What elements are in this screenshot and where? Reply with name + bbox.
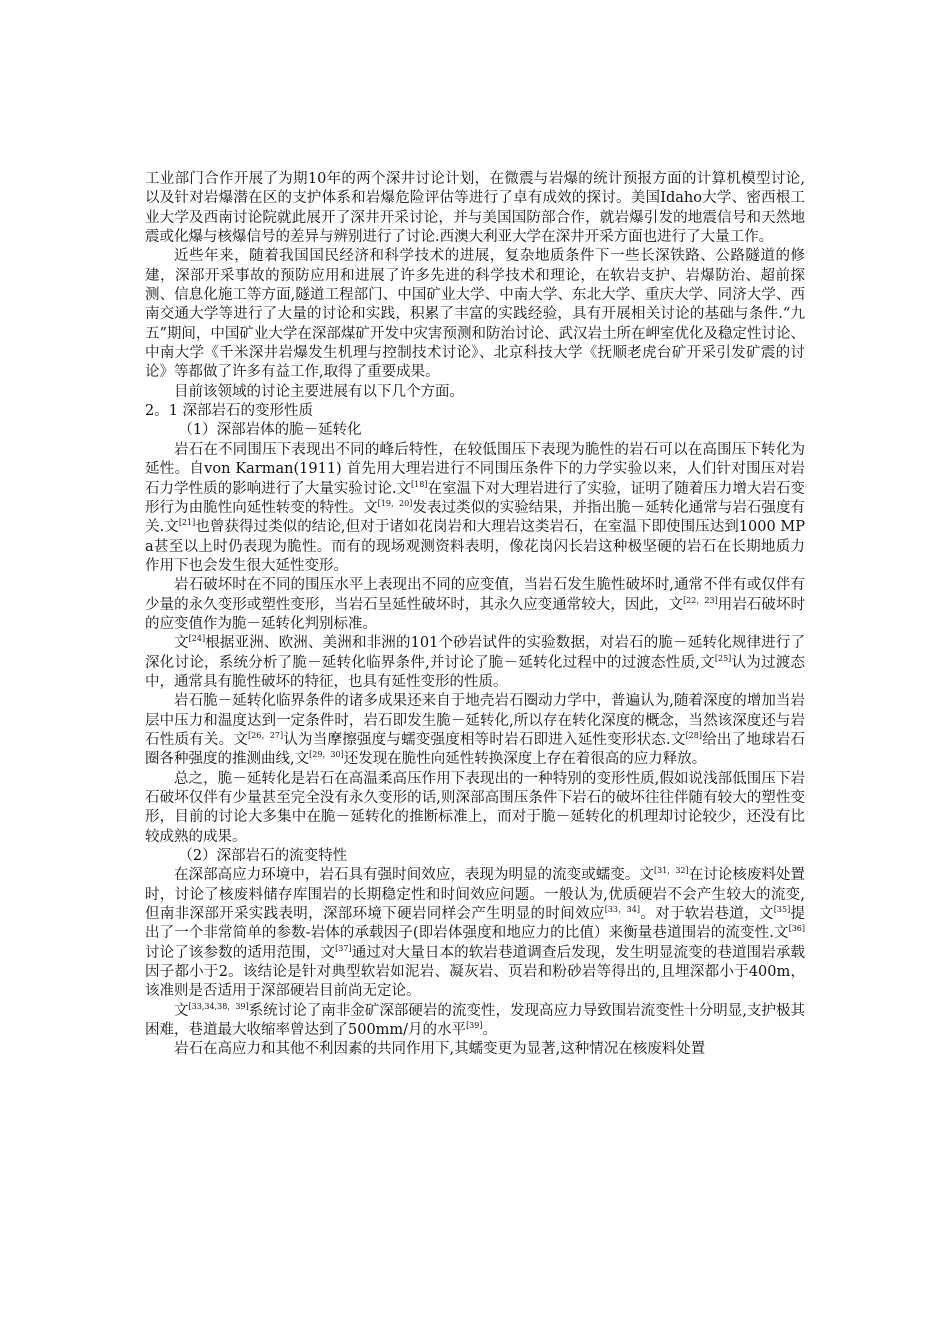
text-run: 岩石在高应力和其他不利因素的共同作用下,其蠕变更为显著,这种情况在核废料处置: [174, 1041, 706, 1058]
citation-ref: [24]: [188, 634, 206, 644]
text-run: 认为过渡态中，通常具有脆性破坏的特征，也具有延性变形的性质。: [145, 654, 806, 690]
citation-ref: [31，32]: [653, 866, 689, 876]
text-run: 岩石脆－延转化临界条件的诸多成果还来自于地壳岩石圈动力学中，普遍认为,随着深度的增加当岩层中压力和温度达到一定条件时，岩石即发生脆－延转化,所以存在转化深度的概念，当然该深度还与岩石性质有关。文: [145, 693, 805, 748]
citation-ref: [33,34,38，39]: [188, 1001, 249, 1011]
text-run: 文: [174, 1002, 189, 1019]
citation-ref: [28]: [685, 731, 702, 741]
body-paragraph: [145, 247, 805, 382]
body-paragraph: [145, 170, 805, 247]
text-run: 根据亚洲、欧洲、美洲和非洲的101个砂岩试件的实验数据，对岩石的脆－延转化规律进行了深化讨论，系统分析了脆－延转化临界条件,并讨论了脆－延转化过程中的过渡态性质,文: [145, 635, 805, 671]
citation-ref: [37]: [335, 943, 352, 953]
text-run: 岩石在不同围压下表现出不同的峰后特性，在较低围压下表现为脆性的岩石可以在高围压下转化为延性。自von Karman(1911) 首先用大理岩进行不同围压条件下的力学实验以来，人们针对围压对岩石力学性质的影响进行了大量实验讨论.文: [145, 441, 805, 497]
text-run: 也曾获得过类似的结论,但对于诸如花岗岩和大理岩这类岩石，在室温下即使围压达到1000 MPa甚至以上时仍表现为脆性。而有的现场观测资料表明，像花岗闪长岩这种极坚硬的岩石在长期地质力作用下也会发生很大延性变形。: [145, 519, 805, 574]
text-run: 用岩石破坏时的应变值作为脆－延转化判别标准。: [145, 596, 806, 632]
body-paragraph: [145, 576, 805, 634]
citation-ref: [22，23]: [683, 595, 718, 605]
citation-ref: [36]: [788, 924, 805, 934]
citation-ref: [21]: [178, 518, 196, 528]
body-paragraph: [145, 866, 805, 1001]
citation-ref: [26，27]: [248, 731, 284, 741]
citation-ref: [18]: [411, 479, 428, 489]
body-paragraph: [145, 1002, 805, 1041]
subsection-heading: [145, 421, 805, 440]
text-run: 在深部高应力环境中，岩石具有强时间效应，表现为明显的流变或蠕变。文: [174, 867, 654, 884]
citation-ref: [19，20]: [377, 499, 413, 509]
body-paragraph: [145, 383, 805, 402]
text-run: 给出了地球岩石圈各种强度的推测曲线,文: [145, 731, 806, 768]
text-run: 2。1 深部岩石的变形性质: [145, 403, 314, 420]
text-run: 还发现在脆性向延性转换深度上存在着很高的应力释放。: [343, 751, 707, 768]
text-run: 认为当摩擦强度与蠕变强度相等时岩石即进入延性变形状态.文: [283, 731, 686, 748]
text-run: 通过对大量日本的软岩巷道调查后发现，发生明显流变的巷道围岩承载因子都小于2。该结论是针对典型软岩如泥岩、凝灰岩、页岩和粉砂岩等得出的,且埋深都小于400m，该准则是否适用于深部硬岩目前尚无定论。: [145, 944, 806, 1000]
text-run: 。: [482, 1022, 497, 1039]
text-run: （2）深部岩石的流变特性: [178, 848, 348, 865]
body-paragraph: [145, 441, 805, 576]
text-run: （1）深部岩体的脆－延转化: [178, 422, 362, 439]
text-run: 岩石破坏时在不同的围压水平上表现出不同的应变值，当岩石发生脆性破坏时,通常不伴有或仅伴有少量的永久变形或塑性变形，当岩石呈延性破坏时，其永久应变通常较大，因此，文: [145, 577, 805, 613]
text-run: 在室温下对大理岩进行了实验，证明了随着压力增大岩石变形行为由脆性向延性转变的特性。文: [145, 480, 806, 516]
body-paragraph: [145, 770, 805, 847]
text-run: 文: [174, 635, 189, 652]
subsection-heading: [145, 847, 805, 866]
citation-ref: [39]: [466, 1021, 483, 1031]
document-body: [145, 170, 805, 1060]
text-run: 讨论了该参数的适用范围，文: [145, 944, 336, 961]
body-paragraph: [145, 692, 805, 769]
citation-ref: [29，30]: [309, 750, 344, 760]
text-run: 工业部门合作开展了为期10年的两个深井讨论计划，在微震与岩爆的统计预报方面的计算机模型讨论,以及针对岩爆潜在区的支护体系和岩爆危险评估等进行了卓有成效的探讨。美国Idaho大学、密西根工业大学及西南讨论院就此展开了深井开采讨论，并与美国国防部合作，就岩爆引发的地震信号和天然地震或化爆与核爆信号的差异与辨别进行了讨论.西澳大利亚大学在深井开采方面也进行了大量工作。: [145, 171, 805, 246]
citation-ref: [25]: [714, 653, 732, 663]
text-run: 系统讨论了南非金矿深部硬岩的流变性，发现高应力导致围岩流变性十分明显,支护极其困难，巷道最大收缩率曾达到了500mm/月的水平: [145, 1002, 806, 1039]
text-run: 。对于软岩巷道，文: [639, 906, 774, 923]
text-run: 近些年来，随着我国国民经济和科学技术的进展，复杂地质条件下一些长深铁路、公路隧道的修建，深部开采事故的预防应用和进展了许多先进的科学技术和理论，在软岩支护、岩爆防治、超前探测、信息化施工等方面,隧道工程部门、中国矿业大学、中南大学、东北大学、重庆大学、同济大学、西南交通大学等进行了大量的讨论和实践，积累了丰富的实践经验，具有开展相关讨论的基础与条件.“九五”期间，中国矿业大学在深部煤矿开发中灾害预测和防治讨论、武汉岩土所在岬室优化及稳定性讨论、中南大学《千米深井岩爆发生机理与控制技术讨论》、北京科技大学《抚顺老虎台矿开采引发矿震的讨论》等都做了许多有益工作,取得了重要成果。: [145, 248, 805, 381]
body-paragraph: [145, 1040, 805, 1059]
text-run: 提出了一个非常简单的参数-岩体的承载因子(即岩体强度和地应力的比值）来衡量巷道围岩的流变性.文: [145, 906, 806, 942]
citation-ref: [33，34]: [604, 905, 640, 915]
text-run: 总之，脆－延转化是岩石在高温柔高压作用下表现出的一种特别的变形性质,假如说浅部低围压下岩石破坏仅伴有少量甚至完全没有永久变形的话,则深部高围压条件下岩石的破坏往往伴随有较大的塑性变形，目前的讨论大多集中在脆－延转化的推断标准上，而对于脆－延转化的机理却讨论较少，还没有比较成熟的成果。: [145, 770, 805, 845]
text-run: 目前该领域的讨论主要进展有以下几个方面。: [174, 383, 464, 400]
text-run: 发表过类似的实验结果，并指出脆－延转化通常与岩石强度有关.文: [145, 499, 805, 536]
citation-ref: [35]: [773, 905, 791, 915]
text-run: 在讨论核废料处置时，讨论了核废料储存库围岩的长期稳定性和时间效应问题。一般认为,优质硬岩不会产生较大的流变,但南非深部开采实践表明，深部环境下硬岩同样会产生明显的时间效应: [145, 867, 806, 923]
section-heading: [145, 402, 805, 421]
body-paragraph: [145, 634, 805, 692]
